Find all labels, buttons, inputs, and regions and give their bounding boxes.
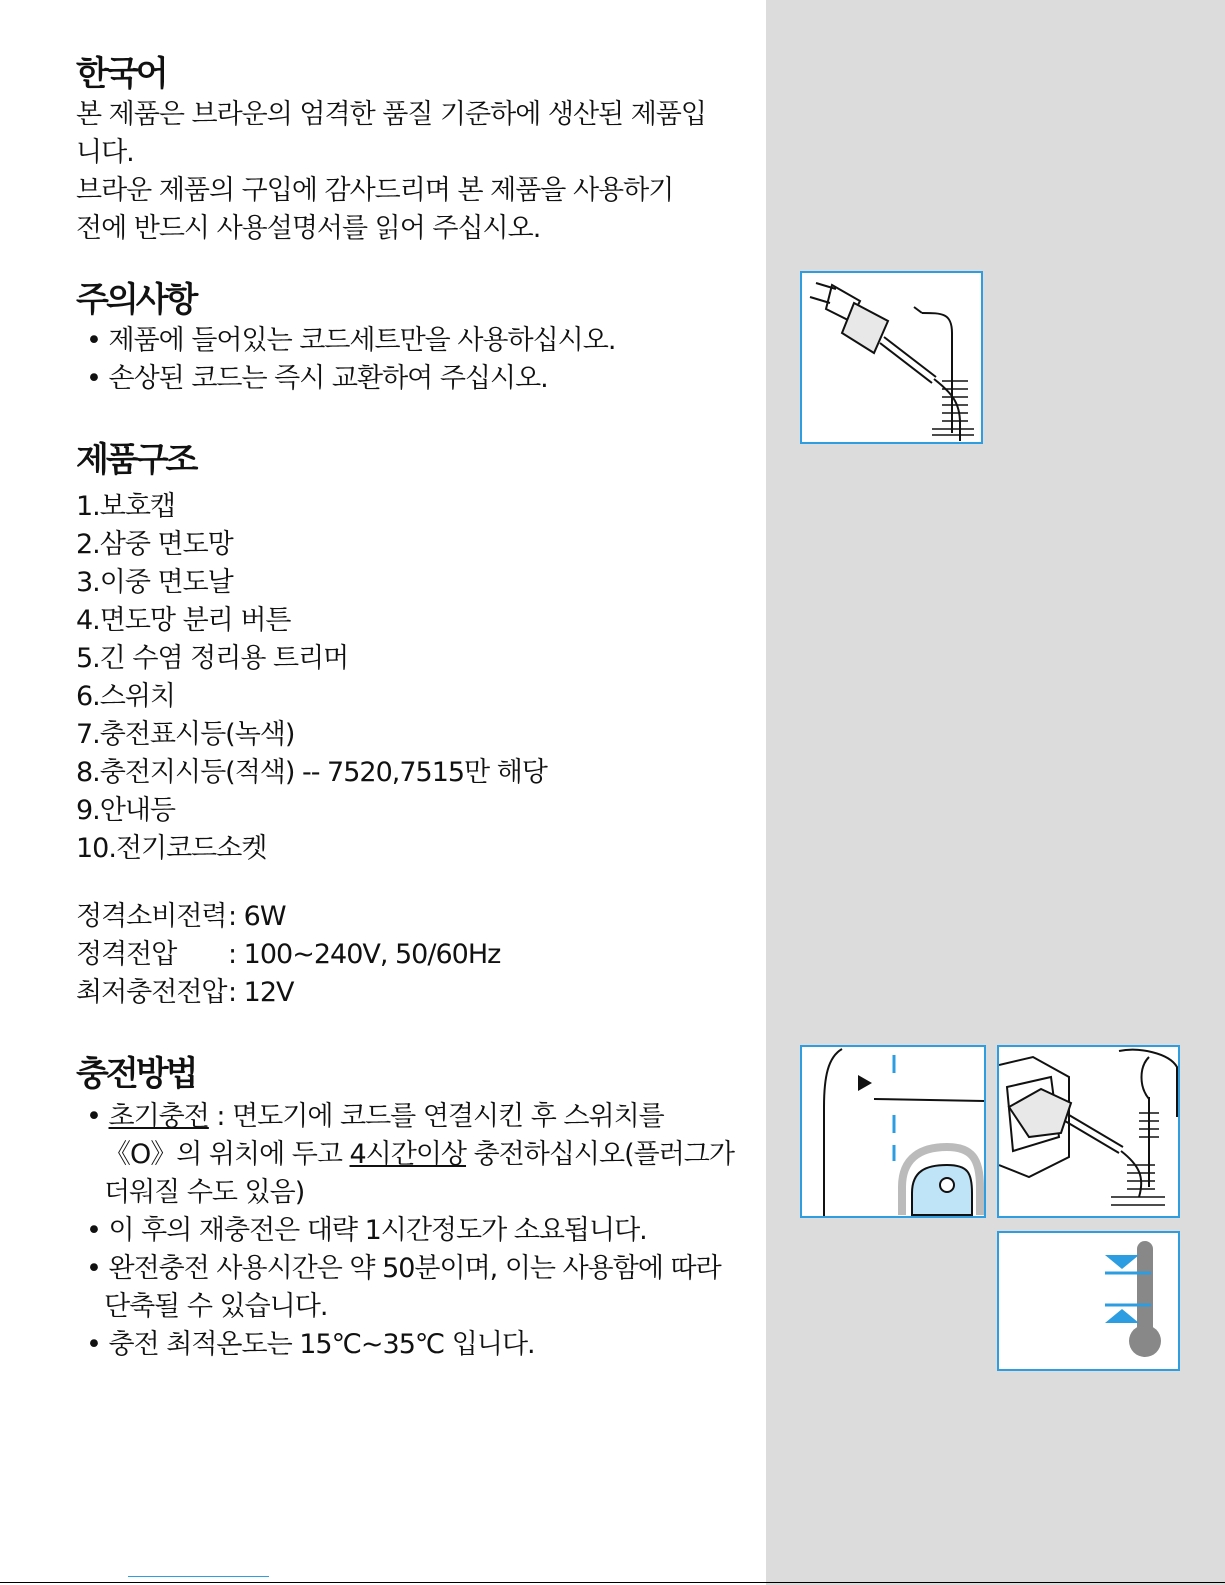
spec-row-voltage xyxy=(76,936,500,974)
intro-line-4: 전에 반드시 사용설명서를 읽어 주십시오. xyxy=(76,213,541,244)
spec-row-min-voltage xyxy=(76,974,500,1012)
spec-label: 정격소비전력 xyxy=(76,901,227,932)
structure-item-4: 4.면도망 분리 버튼 xyxy=(76,605,291,636)
charging-item-3: • 완전충전 사용시간은 약 50분이며, 이는 사용함에 따라 xyxy=(86,1253,721,1284)
term-initial-charge: 초기충전 xyxy=(108,1101,209,1132)
structure-item-3: 3.이중 면도날 xyxy=(76,567,233,598)
caution-title: 주의사항 xyxy=(76,280,196,320)
charging-item-4: • 충전 최적온도는 15℃~35℃ 입니다. xyxy=(86,1329,535,1360)
caution-item-2: • 손상된 코드는 즉시 교환하여 주십시오. xyxy=(86,363,548,394)
charging-title: 충전방법 xyxy=(76,1054,196,1094)
structure-item-2: 2.삼중 면도망 xyxy=(76,529,233,560)
wall-socket-figure xyxy=(997,1045,1180,1218)
thermometer-icon xyxy=(999,1233,1178,1369)
intro-line-3: 브라운 제품의 구입에 감사드리며 본 제품을 사용하기 xyxy=(76,175,674,206)
shaver-switch-icon xyxy=(802,1047,984,1216)
term-4-hours: 4시간이상 xyxy=(349,1139,467,1170)
plug-cord-figure xyxy=(800,271,983,444)
footer-rule xyxy=(0,1582,1225,1583)
charging-item-1-line-2 xyxy=(76,1136,734,1174)
spec-label: 정격전압 xyxy=(76,939,177,970)
wall-socket-plug-icon xyxy=(999,1047,1178,1216)
spec-label: 최저충전전압 xyxy=(76,977,227,1008)
structure-item-1: 1.보호캡 xyxy=(76,491,176,522)
structure-item-7: 7.충전표시등(녹색) xyxy=(76,719,295,750)
caution-item-1: • 제품에 들어있는 코드세트만을 사용하십시오. xyxy=(86,325,616,356)
spec-value: : 12V xyxy=(228,977,294,1008)
intro-title: 한국어 xyxy=(76,54,166,94)
structure-item-9: 9.안내등 xyxy=(76,795,176,826)
structure-item-10: 10.전기코드소켓 xyxy=(76,833,267,864)
thermometer-figure xyxy=(997,1231,1180,1371)
structure-item-5: 5.긴 수염 정리용 트리머 xyxy=(76,643,349,674)
charging-item-2: • 이 후의 재충전은 대략 1시간정도가 소요됩니다. xyxy=(86,1215,647,1246)
charging-section xyxy=(76,1052,734,1364)
spec-value: : 100~240V, 50/60Hz xyxy=(228,939,501,970)
caution-section xyxy=(76,278,615,398)
intro-line-1: 본 제품은 브라운의 엄격한 품질 기준하에 생산된 제품입 xyxy=(76,99,706,130)
charging-item-1-line-3: 더워질 수도 있음) xyxy=(104,1177,305,1208)
structure-section xyxy=(76,438,547,868)
structure-title: 제품구조 xyxy=(76,440,196,480)
structure-item-8: 8.충전지시등(적색) -- 7520,7515만 해당 xyxy=(76,757,547,788)
intro-section xyxy=(76,52,706,248)
bullet: • xyxy=(86,1101,109,1132)
charging-item-1 xyxy=(76,1098,734,1136)
shaver-switch-figure xyxy=(800,1045,986,1218)
footer-accent xyxy=(128,1576,269,1577)
specs-section xyxy=(76,898,500,1012)
spec-value: : 6W xyxy=(228,901,286,932)
plug-cord-icon xyxy=(802,273,981,442)
charging-item-3-line-2: 단축될 수 있습니다. xyxy=(104,1291,328,1322)
spec-row-power xyxy=(76,898,500,936)
intro-line-2: 니다. xyxy=(76,137,134,168)
charging-item-1-text-a: 《O》의 위치에 두고 xyxy=(104,1139,350,1170)
charging-item-1-text: : 면도기에 코드를 연결시킨 후 스위치를 xyxy=(208,1101,664,1132)
charging-item-1-text-b: 충전하십시오(플러그가 xyxy=(466,1139,734,1170)
structure-item-6: 6.스위치 xyxy=(76,681,176,712)
